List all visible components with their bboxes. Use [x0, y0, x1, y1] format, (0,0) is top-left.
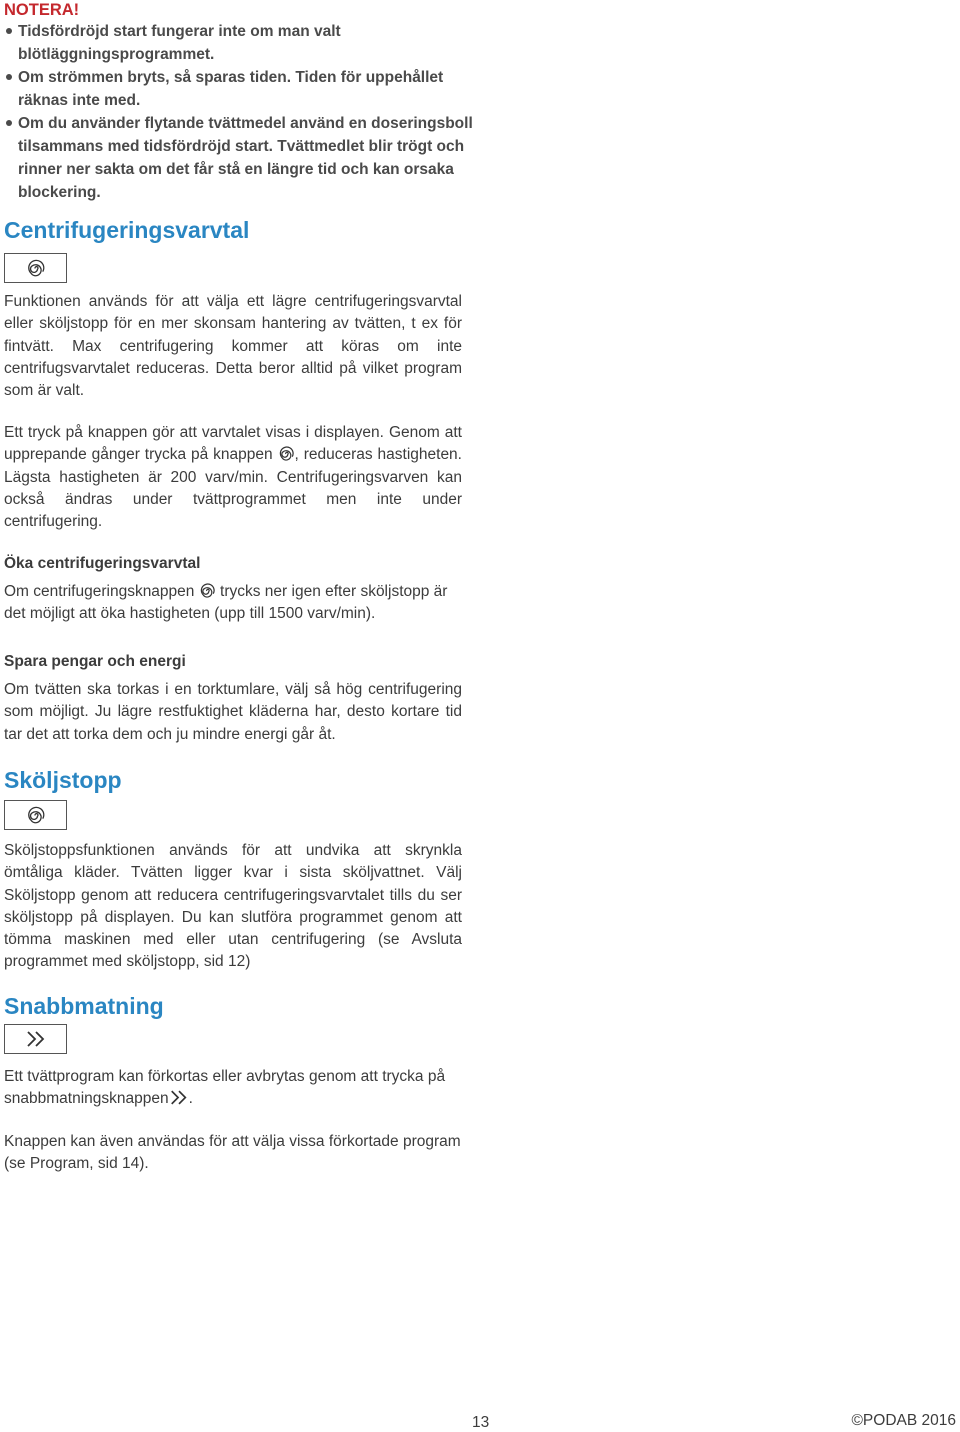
text-segment: , reduceras hastigheten. Lägsta hastigheten är 200 varv/min. Centrifugeringsvarven kan också ändras under tvättprogrammet men inte under centrifugering.: [4, 446, 462, 531]
note-item-text: Om du använder flytande tvättmedel använd en doseringsboll tilsammans med tidsfördröjd start. Tvättmedlet blir trögt och rinner ner sakta om det får stå en längre tid och kan orsaka blockering.: [18, 115, 473, 201]
bullet-icon: [6, 28, 12, 34]
bullet-icon: [6, 120, 12, 126]
page-number: 13: [472, 1414, 490, 1431]
fast-forward-icon: [25, 1030, 47, 1048]
fast-forward-button[interactable]: [4, 1024, 67, 1054]
fast-forward-icon: [169, 1089, 189, 1106]
centrifugering-usage: [4, 422, 462, 533]
copyright: ©PODAB 2016: [851, 1412, 956, 1429]
note-list: [4, 20, 474, 204]
text-segment: .: [188, 1090, 193, 1108]
spin-icon: [278, 445, 295, 462]
spin-icon: [26, 258, 46, 278]
text-segment: Om centrifugeringsknappen: [4, 583, 199, 600]
note-item: [4, 20, 474, 66]
snabbmatning-extra: Knappen kan även användas för att välja vissa förkortade program (se Program, sid 14).: [4, 1133, 461, 1173]
spara-heading: Spara pengar och energi: [4, 653, 186, 670]
skoljstopp-button[interactable]: [4, 800, 67, 830]
skoljstopp-description: Sköljstoppsfunktionen används för att undvika att skrynkla ömtåliga kläder. Tvätten ligger kvar i sista sköljvattnet. Välj Sköljstopp genom att reducera centrifugeringsvarvtalet tills du ser sköljstopp på displayen. Du kan slutföra programmet genom att tömma maskinen med eller utan centrifugering (se Avsluta programmet med sköljstopp, sid 12): [4, 842, 462, 971]
note-title: NOTERA!: [4, 1, 80, 19]
note-item: [4, 66, 474, 112]
centrifugering-heading: Centrifugeringsvarvtal: [4, 217, 250, 243]
text-segment: Ett tvättprogram kan förkortas eller avbrytas genom att trycka på snabbmatningsknappen: [4, 1068, 446, 1108]
snabbmatning-heading: Snabbmatning: [4, 993, 164, 1019]
spara-description: Om tvätten ska torkas i en torktumlare, välj så hög centrifugering som möjligt. Ju lägre restfuktighet kläderna har, desto kortare tid tar det att torka dem och ju mindre energi går åt.: [4, 681, 462, 743]
note-item-text: Tidsfördröjd start fungerar inte om man valt blötläggningsprogrammet.: [18, 23, 341, 63]
centrifugering-description: Funktionen används för att välja ett lägre centrifugeringsvarvtal eller sköljstopp för en mer skonsam hantering av tvätten, t ex för fintvätt. Max centrifugering kommer att köras om inte centrifugsvarvtalet reduceras. Detta beror alltid på vilket program som är valt.: [4, 293, 462, 400]
note-item-text: Om strömmen bryts, så sparas tiden. Tiden för uppehållet räknas inte med.: [18, 69, 444, 109]
text-segment: Ett tryck på knappen gör att varvtalet visas i displayen. Genom att upprepande gånger trycka på knappen: [4, 424, 462, 464]
spin-icon: [199, 582, 216, 599]
snabbmatning-description: [4, 1066, 462, 1111]
oka-description: [4, 581, 462, 626]
text-segment: trycks ner igen efter sköljstopp är det möjligt att öka hastigheten (upp till 1500 varv/min).: [4, 583, 448, 623]
spin-button[interactable]: [4, 253, 67, 283]
bullet-icon: [6, 74, 12, 80]
spin-icon: [26, 805, 46, 825]
oka-heading: Öka centrifugeringsvarvtal: [4, 555, 201, 572]
skoljstopp-heading: Sköljstopp: [4, 767, 122, 793]
note-item: [4, 112, 474, 204]
